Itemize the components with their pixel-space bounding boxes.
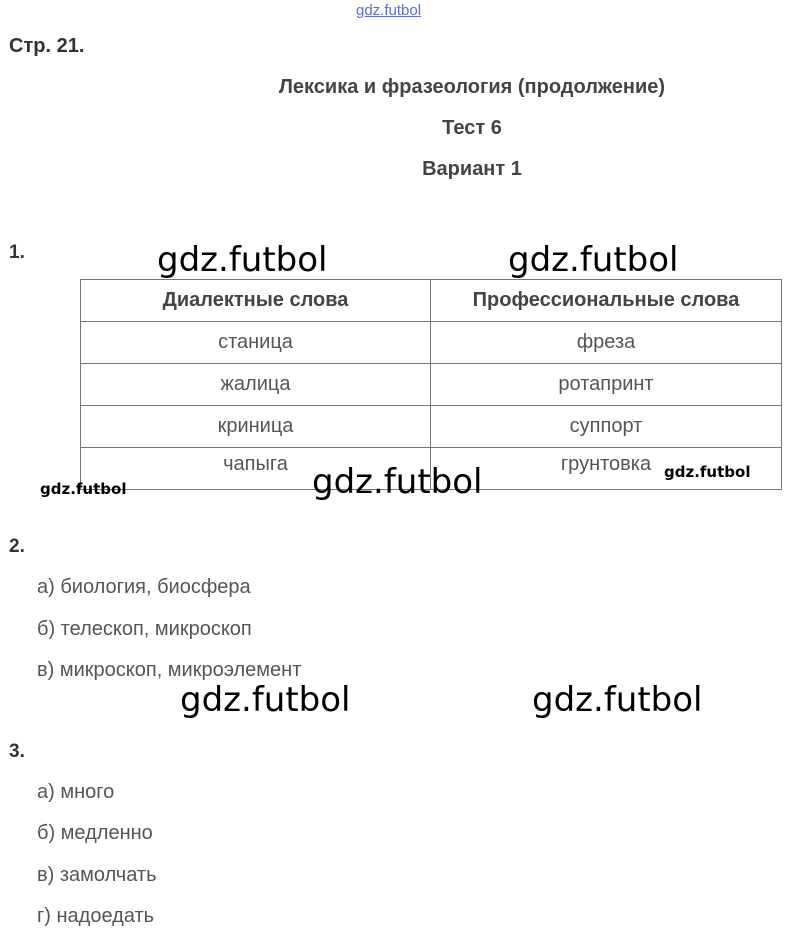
watermark: gdz.futbol [508,240,679,280]
table-header-row [81,280,782,322]
watermark: gdz.futbol [157,240,328,280]
task-2-item: а) биология, биосфера [37,576,251,598]
task-2-item: в) микроскоп, микроэлемент [37,659,302,681]
section-title: Лексика и фразеология (продолжение) [278,76,666,98]
table-row [81,364,782,406]
column-header-dialect: Диалектные слова [81,280,431,322]
task-2-number: 2. [9,536,25,557]
column-header-professional: Профессиональные слова [431,280,782,322]
task-3-item: а) много [37,781,115,803]
watermark: gdz.futbol [312,462,483,502]
table-cell: криница [81,406,431,448]
table-cell: грунтовка [431,448,782,490]
table-cell: жалица [81,364,431,406]
test-title: Тест 6 [442,117,502,139]
watermark-link[interactable]: gdz.futbol [356,2,422,19]
table-cell: ротапринт [431,364,782,406]
watermark: gdz.futbol [664,463,751,481]
task-2-item: б) телескоп, микроскоп [37,618,252,640]
watermark: gdz.futbol [40,480,127,498]
watermark: gdz.futbol [532,680,703,720]
task-3-number: 3. [9,741,25,762]
task-3-item: в) замолчать [37,864,157,886]
table-cell: станица [81,322,431,364]
table-row [81,406,782,448]
watermark: gdz.futbol [180,680,351,720]
page-reference: Стр. 21. [9,35,85,57]
variant-title: Вариант 1 [422,158,522,180]
table-cell: фреза [431,322,782,364]
table-cell: суппорт [431,406,782,448]
table-row [81,322,782,364]
task-3-item: б) медленно [37,822,153,844]
task-1-number: 1. [9,242,25,263]
words-table [80,279,782,490]
task-3-item: г) надоедать [37,905,155,927]
table-cell: чапыга [81,448,431,490]
